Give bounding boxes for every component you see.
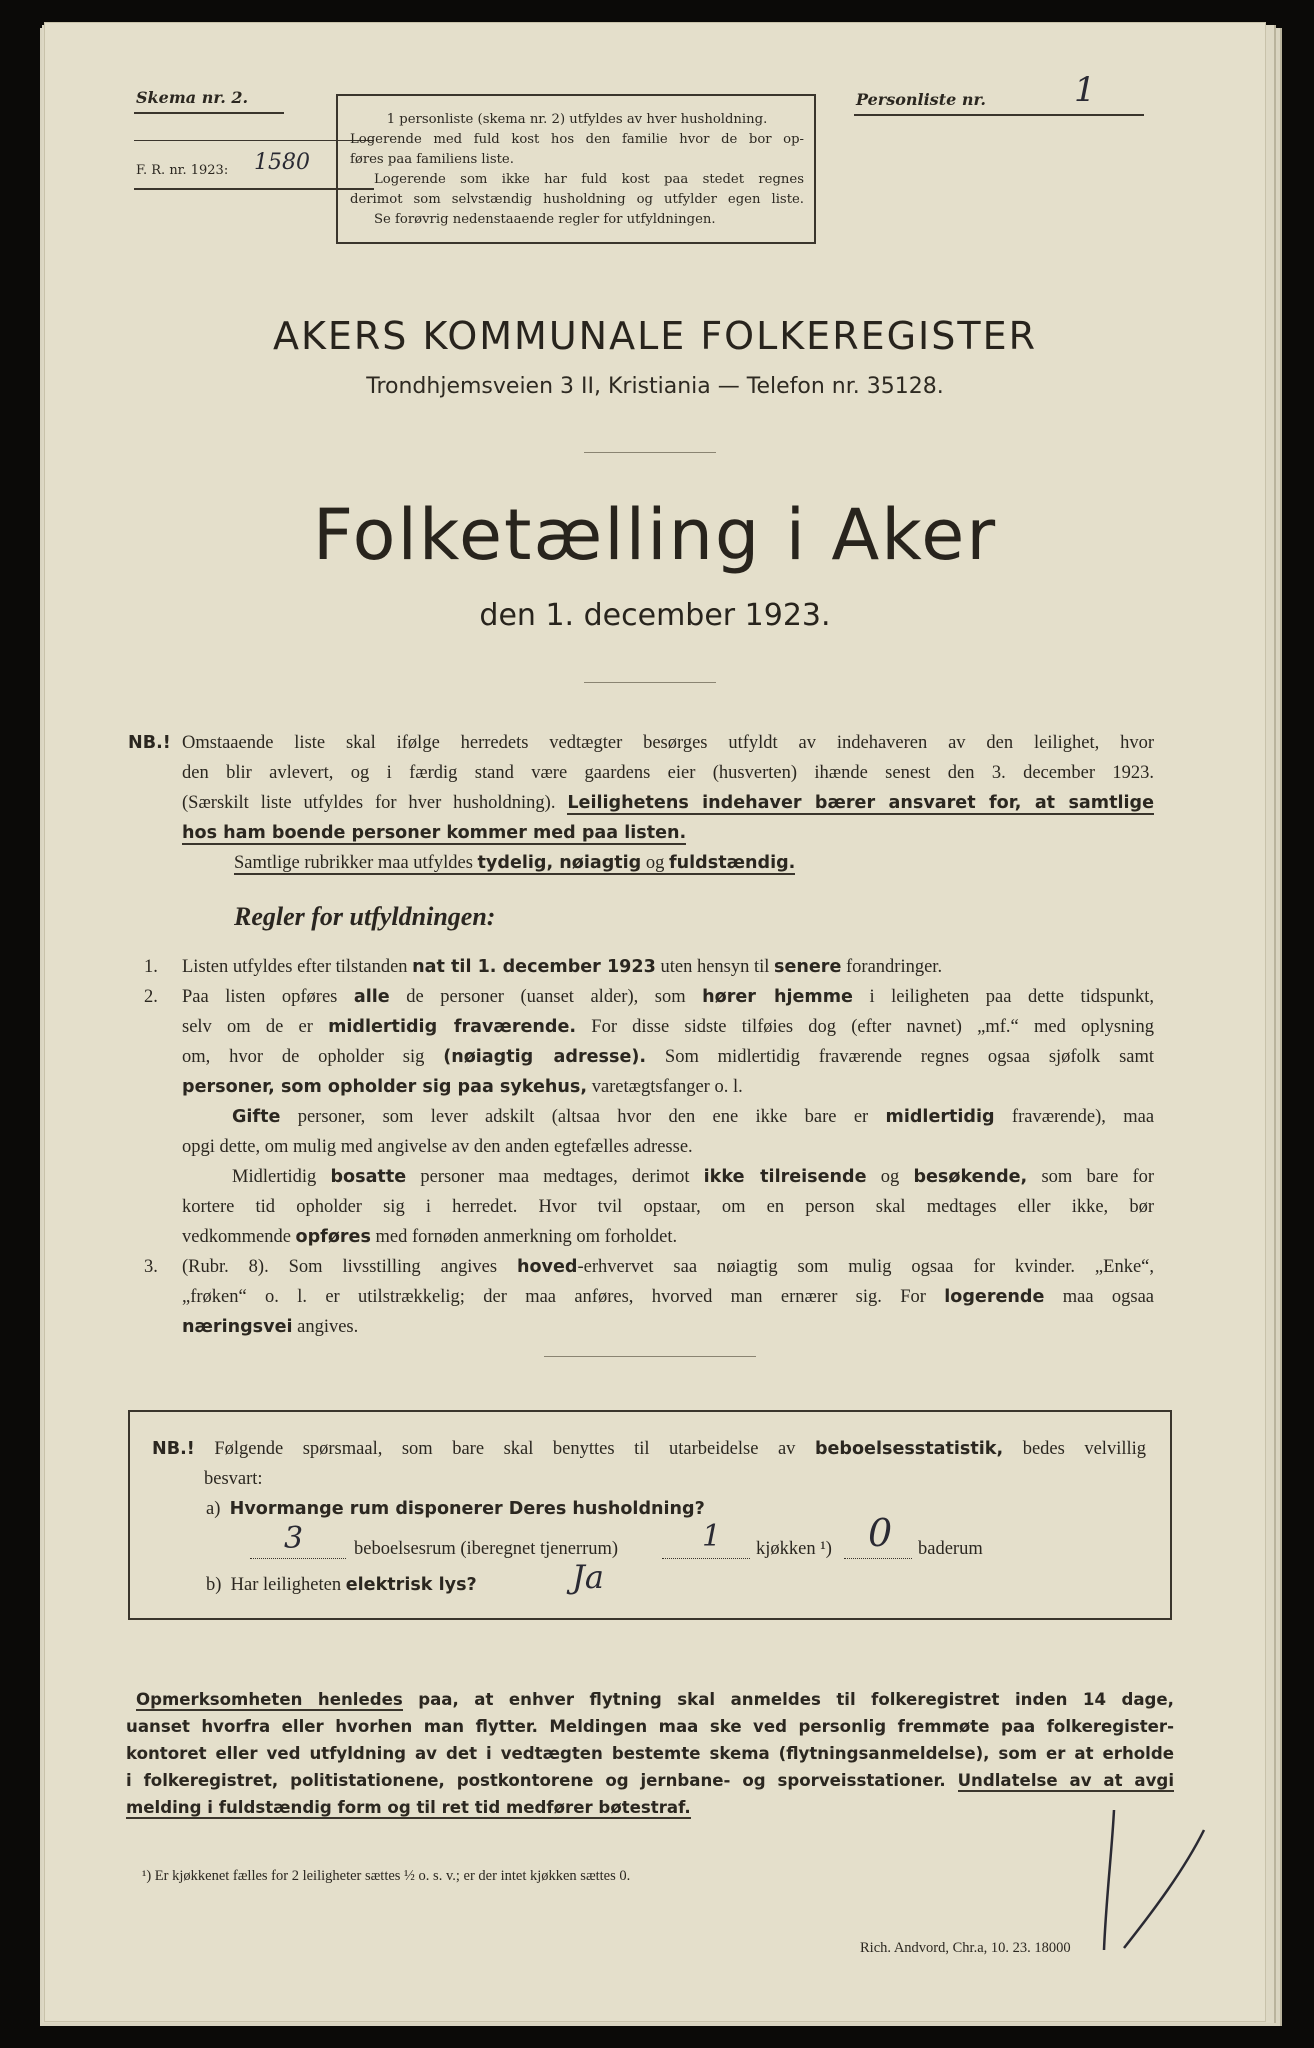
housing-questions-box: NB.! Følgende spørsmaal, som bare skal benyttes til utarbeidelse av beboelsesstatistik, bedes velvillig besvart: a) Hvormange rum disponerer Deres husholdning? 3 beboelsesrum (iberegnet tjenerrum) 1 kjøkken ¹) 0 baderum b) Har leiligheten elektrisk lys? Ja xyxy=(128,1410,1172,1620)
nb-line: Omstaaende liste skal ifølge herredets vedtægter besørges utfyldt av indehaveren av den leilighet, hvor xyxy=(182,733,1154,753)
printer-imprint: Rich. Andvord, Chr.a, 10. 23. 18000 xyxy=(860,1940,1071,1956)
fill-line xyxy=(250,1558,346,1559)
bath-label: baderum xyxy=(918,1539,983,1559)
form-title: Folketælling i Aker xyxy=(312,494,998,576)
org-address: Trondhjemsveien 3 II, Kristiania — Telefon nr. 35128. xyxy=(366,374,944,399)
fr-label: F. R. nr. 1923: xyxy=(136,163,229,178)
nb-line: (Særskilt liste utfyldes for hver husholdning). Leilighetens indehaver bærer ansvaret for, at samtlige xyxy=(182,793,1154,813)
rooms-label: beboelsesrum (iberegnet tjenerrum) xyxy=(354,1539,619,1559)
rules-heading: Regler for utfyldningen: xyxy=(234,902,496,931)
handwritten-check-mark-icon xyxy=(1084,1800,1224,1960)
rule-item-3: 3. (Rubr. 8). Som livsstilling angives hoved-erhvervet saa nøiagtig som mulig ogsaa for kvinder. „Enke“, „frøken“ o. l. er utilstrækkelig; der maa anføres, hvorved man ernærer sig. For logerende maa ogsaa næringsvei angives. xyxy=(144,1257,1154,1337)
form-date: den 1. december 1923. xyxy=(479,598,831,633)
nb-line: den blir avlevert, og i færdig stand være gaardens eier (husverten) ihænde senest den 3. december 1923. xyxy=(182,763,1154,783)
rule-item-2: 2. Paa listen opføres alle de personer (uanset alder), som hører hjemme i leiligheten paa dette tidspunkt, selv om de er midlertidig fraværende. For disse sidste tilføies dog (efter navnet) „mf.“ med oplysning om, hvor de opholder sig (nøiagtig adresse). Som midlertidig fraværende regnes ogsaa sjøfolk samt personer, som opholder sig paa sykehus, varetægtsfanger o. l. Gifte personer, som lever adskilt (altsaa hvor den ene ikke bare er midlertidig fraværende), maa opgi dette, om mulig med angivelse av den anden egtefælles adresse. Midlertidig bosatte personer maa medtages, derimot ikke tilreisende og besøkende, som bare for kortere tid opholder sig i herredet. Hvor tvil opstaar, om en person skal medtages eller ikke, bør vedkommende opføres med fornøden anmerkning om forholdet. xyxy=(144,987,1155,1247)
fill-line xyxy=(662,1558,750,1559)
rules-list xyxy=(144,952,1154,1342)
question-b: b) Har leiligheten elektrisk lys? Ja xyxy=(206,1558,604,1596)
census-form-page xyxy=(44,22,1266,2022)
personliste-label: Personliste nr. xyxy=(856,90,986,109)
personliste-rule xyxy=(854,114,1144,116)
info-line: derimot som selvstændig husholdning og utfylder egen liste. xyxy=(350,192,804,207)
question-a: a) Hvormange rum disponerer Deres husholdning? xyxy=(206,1499,705,1519)
nb-paragraph xyxy=(182,728,1154,878)
fill-line xyxy=(844,1558,912,1559)
skema-label: Skema nr. 2. xyxy=(136,88,249,107)
info-line: føres paa familiens liste. xyxy=(350,152,514,167)
org-name: AKERS KOMMUNALE FOLKEREGISTER xyxy=(272,314,1038,358)
skema-rule xyxy=(134,112,284,114)
divider xyxy=(544,1356,756,1357)
footnote: ¹) Er kjøkkenet fælles for 2 leiligheter sættes ½ o. s. v.; er der intet kjøkken sættes 0. xyxy=(142,1868,631,1884)
nb-line: Samtlige rubrikker maa utfyldes tydelig, nøiagtig og fuldstændig. xyxy=(234,853,796,873)
fr-number-handwritten: 1580 xyxy=(254,150,310,175)
intro-cont: besvart: xyxy=(204,1469,263,1489)
rooms-answer: 3 xyxy=(284,1521,304,1556)
kitchen-answer: 1 xyxy=(702,1519,722,1554)
instruction-box xyxy=(336,94,816,244)
info-line: Se forøvrig nedenstaaende regler for utfyldningen. xyxy=(374,212,716,227)
divider xyxy=(584,682,716,683)
rule-item-1: 1. Listen utfyldes efter tilstanden nat til 1. december 1923 uten hensyn til senere forandringer. xyxy=(144,957,943,977)
light-answer: Ja xyxy=(572,1558,604,1596)
divider xyxy=(584,452,716,453)
moving-notice: Opmerksomheten henledes paa, at enhver flytning skal anmeldes til folkeregistret inden 14 dage, uanset hvorfra eller hvorhen man flytter. Meldingen maa ske ved personlig fremmøte paa folkeregister- kontoret eller ved utfyldning av det i vedtægten bestemte skema (flytningsanmeldelse), som er at erholde i folkeregistret, politistationene, postkontorene og jernbane- og sporveisstationer. Undlatelse av at avgi melding i fuldstændig form og til ret tid medfører bøtestraf. xyxy=(126,1690,1175,1817)
info-line: Logerende som ikke har fuld kost paa stedet regnes xyxy=(374,172,804,187)
kitchen-label: kjøkken ¹) xyxy=(756,1539,832,1559)
info-line: 1 personliste (skema nr. 2) utfyldes av hver husholdning. xyxy=(386,112,768,127)
personliste-number-handwritten: 1 xyxy=(1074,70,1096,110)
info-line: Logerende med fuld kost hos den familie hvor de bor op- xyxy=(350,132,804,147)
answer-a-row xyxy=(152,1511,1146,1570)
bath-answer: 0 xyxy=(868,1511,893,1555)
nb-line: hos ham boende personer kommer med paa listen. xyxy=(182,823,687,843)
nb-label: NB.! xyxy=(128,733,171,753)
